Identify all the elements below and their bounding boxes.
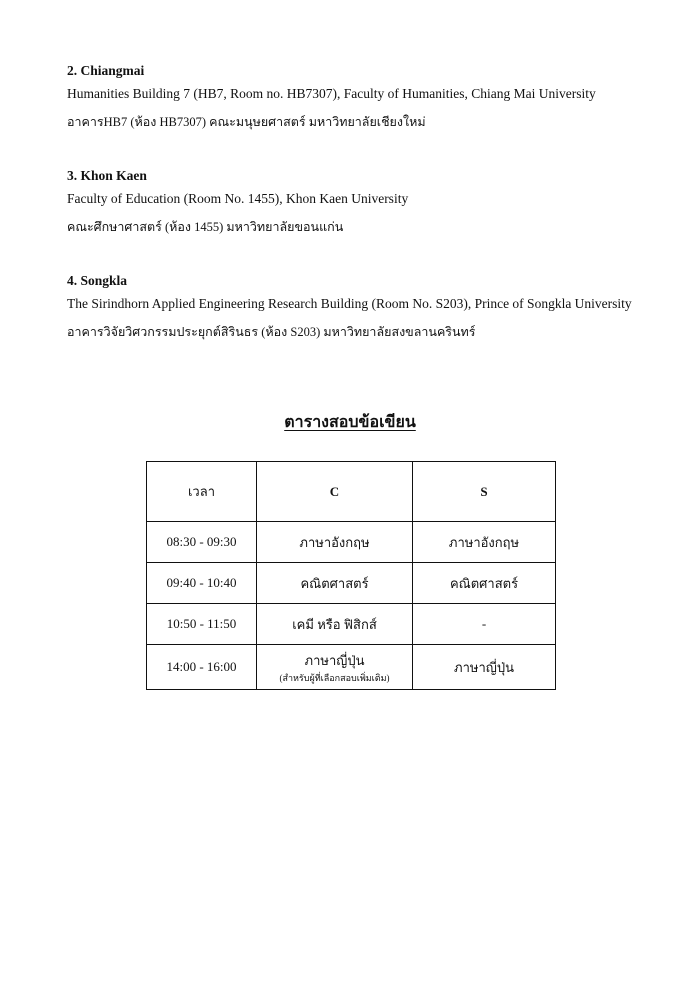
subject-c-label: ภาษาญี่ปุ่น (304, 653, 365, 668)
table-row (147, 522, 556, 563)
subject-c-cell (257, 645, 413, 690)
time-cell: 14:00 - 16:00 (147, 645, 257, 690)
exam-schedule-table (146, 461, 556, 690)
subject-s-cell: - (413, 604, 556, 645)
venue-thai-address: อาคารวิจัยวิศวกรรมประยุกต์สิรินธร (ห้อง S203) มหาวิทยาลัยสงขลานครินทร์ (67, 325, 476, 339)
column-header-time: เวลา (147, 462, 257, 522)
venue-chiangmai (67, 62, 677, 131)
table-header-row (147, 462, 556, 522)
table-row (147, 563, 556, 604)
subject-s-cell: คณิตศาสตร์ (413, 563, 556, 604)
subject-c-note: (สำหรับผู้ที่เลือกสอบเพิ่มเติม) (279, 673, 390, 683)
subject-c-cell: ภาษาอังกฤษ (257, 522, 413, 563)
time-cell: 09:40 - 10:40 (147, 563, 257, 604)
column-header-s: S (413, 462, 556, 522)
subject-c-cell: คณิตศาสตร์ (257, 563, 413, 604)
time-cell: 10:50 - 11:50 (147, 604, 257, 645)
time-cell: 08:30 - 09:30 (147, 522, 257, 563)
schedule-title: ตารางสอบข้อเขียน (284, 414, 416, 431)
venue-title: 3. Khon Kaen (67, 168, 147, 183)
venue-thai-address: อาคารHB7 (ห้อง HB7307) คณะมนุษยศาสตร์ มหาวิทยาลัยเชียงใหม่ (67, 115, 426, 129)
venue-thai-address: คณะศึกษาศาสตร์ (ห้อง 1455) มหาวิทยาลัยขอนแก่น (67, 220, 344, 234)
column-header-c: C (257, 462, 413, 522)
table-row (147, 604, 556, 645)
subject-s-cell: ภาษาญี่ปุ่น (413, 645, 556, 690)
venue-english-address: The Sirindhorn Applied Engineering Research Building (Room No. S203), Prince of Songkla University (67, 296, 632, 311)
venue-title: 2. Chiangmai (67, 63, 145, 78)
venue-title: 4. Songkla (67, 273, 128, 288)
venue-songkla (67, 272, 677, 341)
venue-english-address: Faculty of Education (Room No. 1455), Khon Kaen University (67, 191, 409, 206)
venue-khon-kaen (67, 167, 677, 236)
table-row (147, 645, 556, 690)
venue-english-address: Humanities Building 7 (HB7, Room no. HB7307), Faculty of Humanities, Chiang Mai University (67, 86, 596, 101)
subject-s-cell: ภาษาอังกฤษ (413, 522, 556, 563)
subject-c-cell: เคมี หรือ ฟิสิกส์ (257, 604, 413, 645)
